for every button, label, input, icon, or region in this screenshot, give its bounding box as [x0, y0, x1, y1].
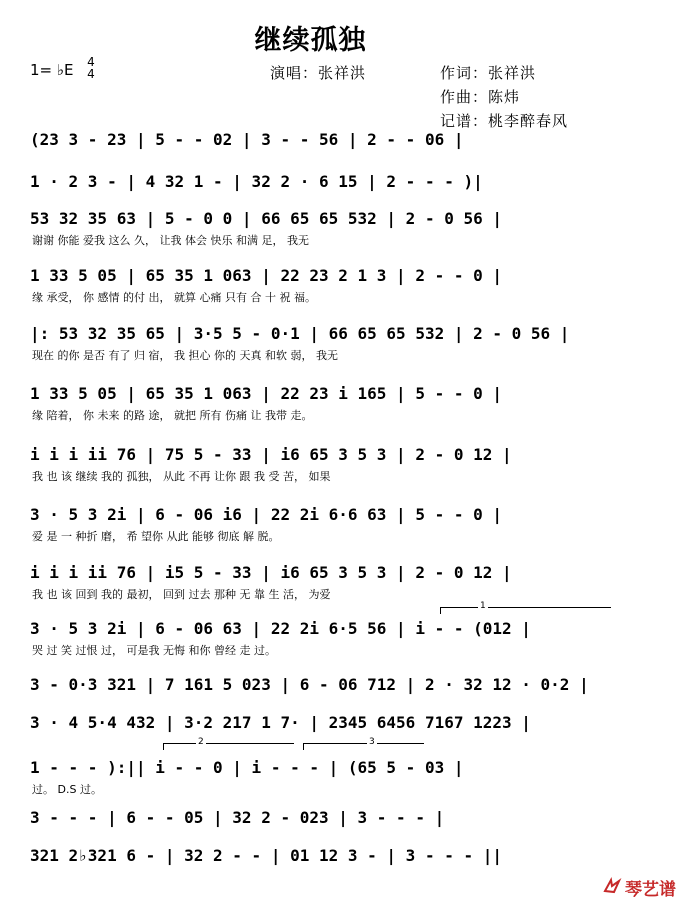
- volta-number-1: 1: [480, 601, 486, 611]
- notation-line: 3 - 0·3 321 | 7 161 5 023 | 6 - 06 712 | 2 · 32 12 · 0·2 |: [30, 675, 589, 694]
- key-signature: 1= ♭E: [30, 61, 74, 79]
- notation-line: 1 33 5 05 | 65 35 1 063 | 22 23 i 165 | 5 - - 0 |: [30, 384, 503, 403]
- singer-credit: 演唱：张祥洪: [270, 64, 367, 82]
- lyricist-credit: 作词：张祥洪: [440, 64, 537, 82]
- lyric-line: 爱 是 一 种折 磨， 希 望你 从此 能够 彻底 解 脱。: [32, 530, 280, 543]
- notation-line: |: 53 32 35 65 | 3·5 5 - 0·1 | 66 65 65 532 | 2 - 0 56 |: [30, 324, 570, 343]
- lyric-line: 我 也 该 回到 我的 最初， 回到 过去 那种 无 靠 生 活， 为爱: [32, 588, 331, 601]
- lyric-line: 谢谢 你能 爱我 这么 久， 让我 体会 快乐 和满 足， 我无: [32, 234, 309, 247]
- meter-bottom: 4: [87, 67, 95, 81]
- composer-credit: 作曲：陈炜: [440, 88, 521, 106]
- time-signature: [84, 56, 98, 80]
- transcriber-credit: 记谱：桃李醉春风: [440, 112, 569, 130]
- lyric-line: 过。 D.S 过。: [32, 783, 102, 796]
- notation-line: 3 · 4 5·4 432 | 3·2 217 1 7· | 2345 6456 7167 1223 |: [30, 713, 531, 732]
- notation-line: 53 32 35 63 | 5 - 0 0 | 66 65 65 532 | 2 - 0 56 |: [30, 209, 503, 228]
- volta-number-3: 3: [369, 737, 375, 747]
- watermark-text: 琴艺谱: [625, 880, 676, 900]
- notation-line: 321 2♭321 6 - | 32 2 - - | 01 12 3 - | 3 - - - ||: [30, 846, 503, 865]
- volta-bracket-3: [303, 743, 424, 750]
- logo-icon: [603, 877, 621, 895]
- notation-line: i i i ii 76 | i5 5 - 33 | i6 65 3 5 3 | 2 - 0 12 |: [30, 563, 512, 582]
- notation-line: 3 · 5 3 2i | 6 - 06 i6 | 22 2i 6·6 63 | 5 - - 0 |: [30, 505, 503, 524]
- notation-line: (23 3 - 23 | 5 - - 02 | 3 - - 56 | 2 - - 06 |: [30, 130, 464, 149]
- notation-line: 1 33 5 05 | 65 35 1 063 | 22 23 2 1 3 | 2 - - 0 |: [30, 266, 503, 285]
- notation-line: 1 - - - ):|| i - - 0 | i - - - | (65 5 - 03 |: [30, 758, 464, 777]
- meter-top: 4: [87, 55, 95, 69]
- lyric-line: 我 也 该 继续 我的 孤独， 从此 不再 让你 跟 我 受 苦， 如果: [32, 470, 331, 483]
- lyric-line: 现在 的你 是否 有了 归 宿， 我 担心 你的 天真 和软 弱， 我无: [32, 349, 338, 362]
- notation-line: i i i ii 76 | 75 5 - 33 | i6 65 3 5 3 | 2 - 0 12 |: [30, 445, 512, 464]
- song-title: 继续孤独: [254, 25, 367, 56]
- volta-bracket-2: [163, 743, 294, 750]
- lyric-line: 缘 陪着， 你 未来 的路 途， 就把 所有 伤痛 让 我带 走。: [32, 409, 313, 422]
- notation-line: 3 - - - | 6 - - 05 | 32 2 - 023 | 3 - - - |: [30, 808, 445, 827]
- notation-line: 1 · 2 3 - | 4 32 1 - | 32 2 · 6 15 | 2 - - - )|: [30, 172, 483, 191]
- lyric-line: 哭 过 笑 过恨 过， 可是我 无悔 和你 曾经 走 过。: [32, 644, 276, 657]
- lyric-line: 缘 承受， 你 感情 的付 出， 就算 心痛 只有 合 十 祝 福。: [32, 291, 316, 304]
- volta-number-2: 2: [198, 737, 204, 747]
- volta-bracket-1: [440, 607, 611, 614]
- notation-line: 3 · 5 3 2i | 6 - 06 63 | 22 2i 6·5 56 | i - - (012 |: [30, 619, 531, 638]
